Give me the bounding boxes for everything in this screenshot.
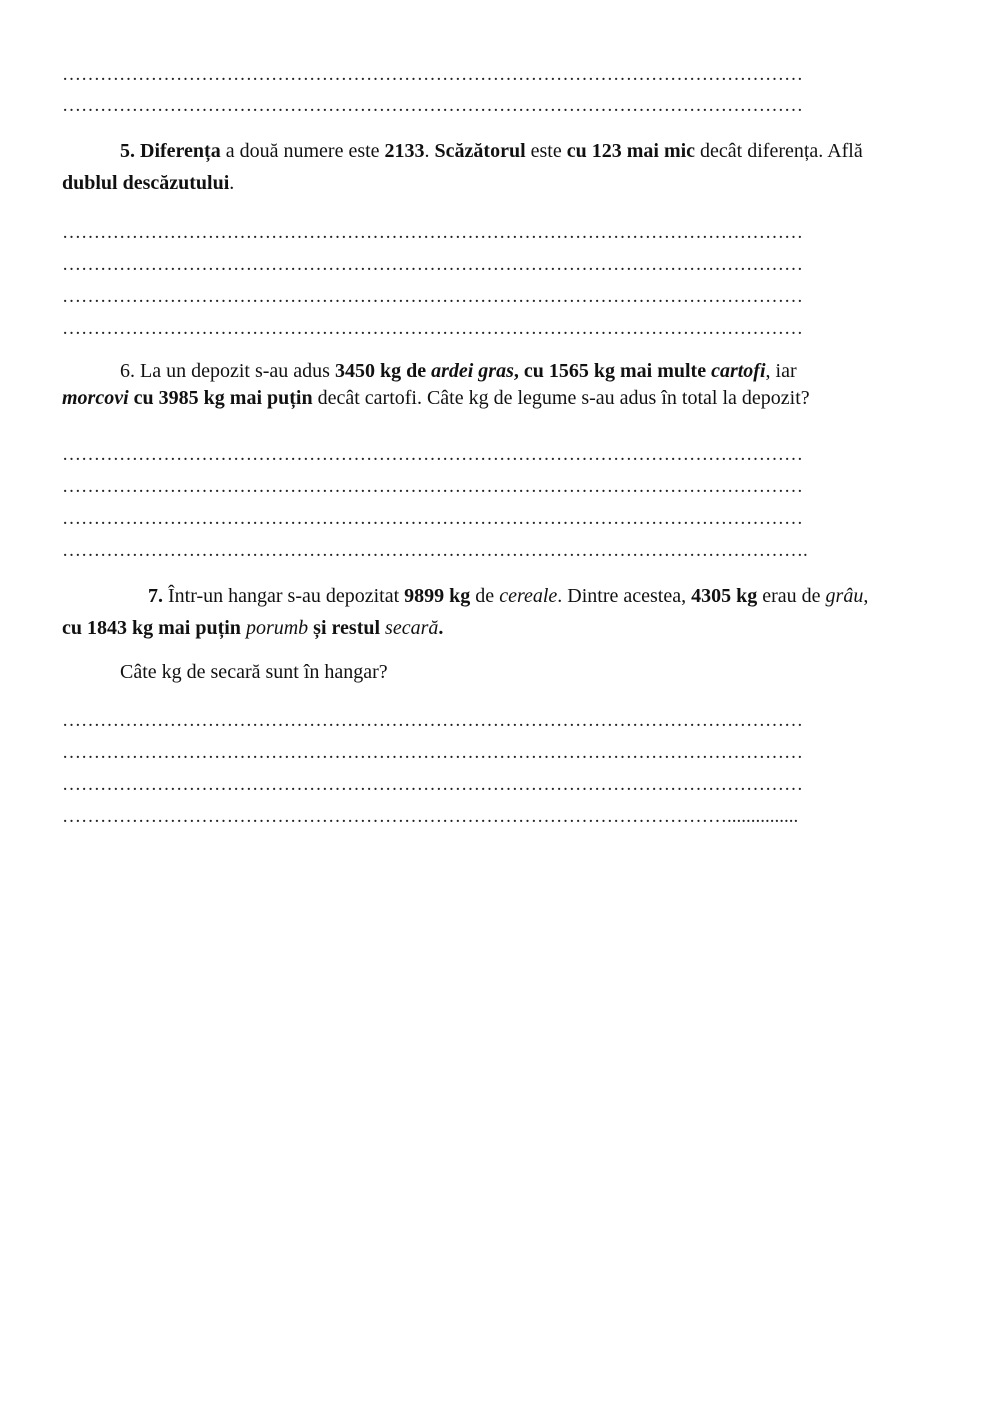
problem-5-text: 5. Diferența a două numere este 2133. Scăzătorul este cu 123 mai mic decât diferența. Află dublul descăzutului.	[62, 140, 863, 194]
answer-line: ………………………………………………………………………………………………………	[62, 476, 803, 497]
answer-line: ………………………………………………………………………………………………………	[62, 508, 803, 529]
problem-7-number: 7.	[148, 585, 163, 607]
answer-line: ……………………………………………………………………………………………………….	[62, 540, 808, 561]
problem-6-text: 6. La un depozit s-au adus 3450 kg de ardei gras, cu 1565 kg mai multe cartofi, iar morcovi cu 3985 kg mai puțin decât cartofi. Câte kg de legume s-au adus în total la depozit?	[62, 360, 810, 409]
answer-line: ………………………………………………………………………………………………………	[62, 774, 803, 795]
answer-line: ………………………………………………………………………………………………………	[62, 742, 803, 763]
problem-7-question: Câte kg de secară sunt în hangar?	[120, 661, 388, 683]
answer-line: ………………………………………………………………………………………………………	[62, 710, 803, 731]
answer-line: ……………………………………………………………………………………………...............	[62, 806, 799, 827]
answer-line: ………………………………………………………………………………………………………	[62, 222, 803, 243]
problem-5-number: 5.	[120, 140, 135, 162]
answer-line: ………………………………………………………………………………………………………	[62, 254, 803, 275]
answer-line: ………………………………………………………………………………………………………	[62, 318, 803, 339]
answer-line: ………………………………………………………………………………………………………	[62, 286, 803, 307]
answer-line: ………………………………………………………………………………………………………	[62, 64, 803, 85]
problem-7-text: 7. Într-un hangar s-au depozitat 9899 kg de cereale. Dintre acestea, 4305 kg erau de grâu, cu 1843 kg mai puțin porumb și restul secară.	[62, 585, 869, 639]
answer-line: ………………………………………………………………………………………………………	[62, 444, 803, 465]
answer-line: ………………………………………………………………………………………………………	[62, 95, 803, 116]
